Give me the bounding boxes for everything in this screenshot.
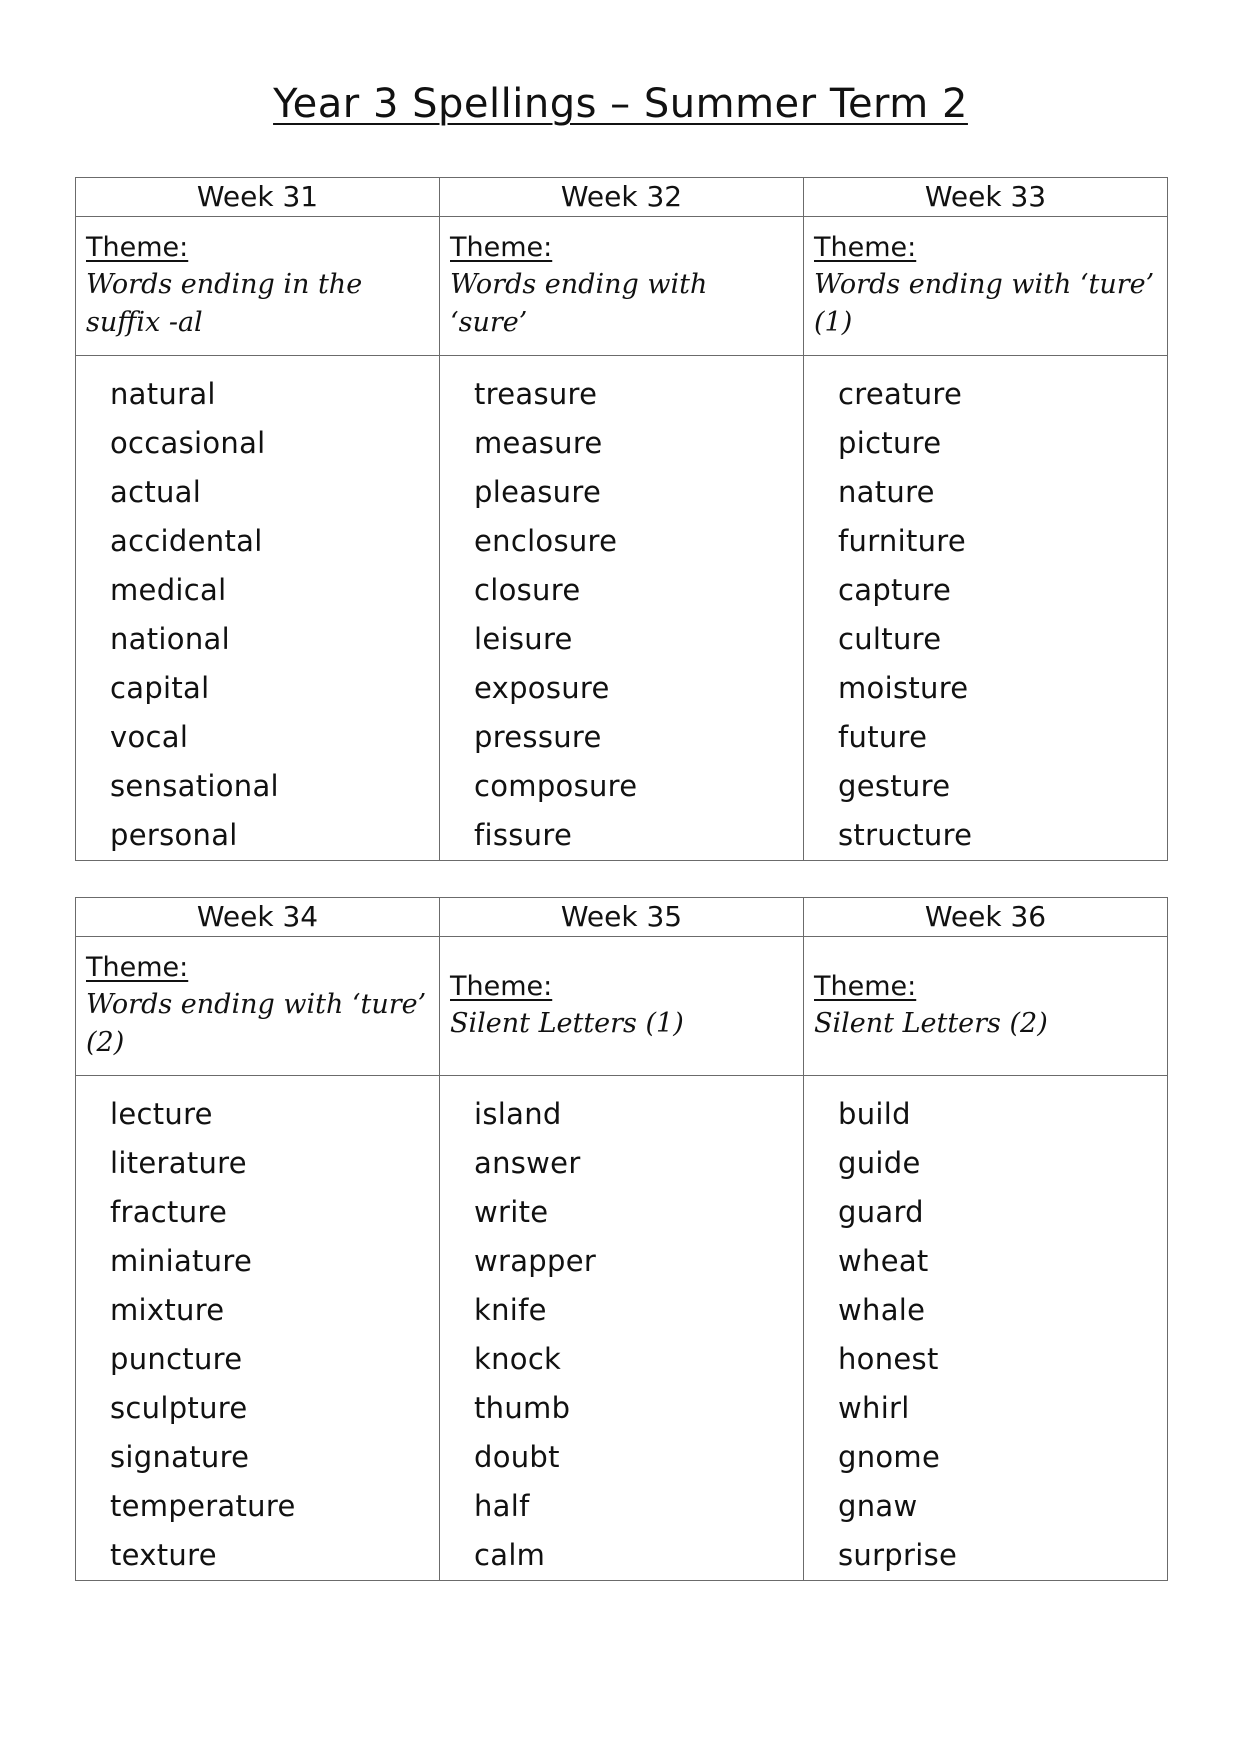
spelling-word: nature — [838, 475, 935, 509]
theme-row — [76, 937, 1168, 1076]
spelling-word: thumb — [474, 1391, 571, 1425]
theme-label: Theme: — [450, 971, 553, 1002]
spelling-word: fracture — [110, 1195, 228, 1229]
week-34-theme — [76, 937, 440, 1076]
spelling-word: furniture — [838, 524, 967, 558]
spelling-word: gnome — [838, 1440, 941, 1474]
week-31-header: Week 31 — [76, 178, 440, 217]
word-list — [804, 1076, 1167, 1580]
spelling-word: whale — [838, 1293, 926, 1327]
spelling-word: accidental — [110, 524, 263, 558]
spelling-word: island — [474, 1097, 562, 1131]
spelling-word: vocal — [110, 720, 189, 754]
spelling-word: capital — [110, 671, 210, 705]
spelling-word: doubt — [474, 1440, 560, 1474]
theme-label: Theme: — [86, 232, 189, 263]
week-34-words — [76, 1076, 440, 1581]
week-32-words — [440, 356, 804, 861]
week-33-theme — [804, 217, 1168, 356]
spelling-word: calm — [474, 1538, 546, 1572]
spelling-word: whirl — [838, 1391, 910, 1425]
spelling-word: gnaw — [838, 1489, 918, 1523]
spelling-word: knock — [474, 1342, 562, 1376]
spelling-word: gesture — [838, 769, 951, 803]
words-row — [76, 1076, 1168, 1581]
word-list — [440, 1076, 803, 1580]
spelling-table-weeks-34-36 — [75, 897, 1168, 1581]
spelling-word: literature — [110, 1146, 247, 1180]
week-33-words — [804, 356, 1168, 861]
week-31-theme — [76, 217, 440, 356]
spelling-word: fissure — [474, 818, 573, 852]
spelling-word: pressure — [474, 720, 602, 754]
word-list — [76, 356, 439, 860]
week-31-words — [76, 356, 440, 861]
week-32-theme — [440, 217, 804, 356]
theme-text: Silent Letters (1) — [450, 1008, 684, 1039]
spelling-word: lecture — [110, 1097, 213, 1131]
spelling-word: pleasure — [474, 475, 602, 509]
spelling-word: moisture — [838, 671, 969, 705]
spelling-word: puncture — [110, 1342, 243, 1376]
spelling-word: sensational — [110, 769, 279, 803]
spelling-word: culture — [838, 622, 942, 656]
week-header-row — [76, 898, 1168, 937]
week-35-header: Week 35 — [440, 898, 804, 937]
spelling-word: write — [474, 1195, 549, 1229]
theme-row — [76, 217, 1168, 356]
week-32-header: Week 32 — [440, 178, 804, 217]
spelling-word: texture — [110, 1538, 217, 1572]
theme-label: Theme: — [814, 971, 917, 1002]
spelling-word: medical — [110, 573, 227, 607]
spelling-word: composure — [474, 769, 638, 803]
theme-label: Theme: — [814, 232, 917, 263]
spelling-word: capture — [838, 573, 952, 607]
week-36-theme — [804, 937, 1168, 1076]
word-list — [440, 356, 803, 860]
theme-label: Theme: — [86, 952, 189, 983]
theme-label: Theme: — [450, 232, 553, 263]
spelling-word: closure — [474, 573, 581, 607]
spelling-word: guard — [838, 1195, 924, 1229]
week-35-words — [440, 1076, 804, 1581]
spelling-table-weeks-31-33 — [75, 177, 1168, 861]
spelling-word: guide — [838, 1146, 921, 1180]
spelling-word: enclosure — [474, 524, 618, 558]
spelling-word: answer — [474, 1146, 581, 1180]
spelling-word: surprise — [838, 1538, 958, 1572]
theme-text: Words ending with ‘ture’ (1) — [814, 269, 1155, 338]
spelling-word: natural — [110, 377, 216, 411]
page-title: Year 3 Spellings – Summer Term 2 — [273, 81, 968, 127]
week-36-words — [804, 1076, 1168, 1581]
week-36-header: Week 36 — [804, 898, 1168, 937]
spelling-word: future — [838, 720, 928, 754]
spelling-word: wheat — [838, 1244, 929, 1278]
spelling-word: knife — [474, 1293, 547, 1327]
theme-text: Words ending with ‘sure’ — [450, 269, 708, 338]
spelling-word: actual — [110, 475, 202, 509]
spelling-word: build — [838, 1097, 911, 1131]
week-header-row — [76, 178, 1168, 217]
spelling-word: exposure — [474, 671, 610, 705]
spelling-word: creature — [838, 377, 963, 411]
spelling-word: temperature — [110, 1489, 296, 1523]
week-35-theme — [440, 937, 804, 1076]
word-list — [76, 1076, 439, 1580]
spelling-word: signature — [110, 1440, 250, 1474]
spelling-word: measure — [474, 426, 603, 460]
spelling-word: sculpture — [110, 1391, 248, 1425]
words-row — [76, 356, 1168, 861]
spelling-word: wrapper — [474, 1244, 597, 1278]
word-list — [804, 356, 1167, 860]
spelling-word: honest — [838, 1342, 939, 1376]
spelling-word: half — [474, 1489, 530, 1523]
spelling-word: national — [110, 622, 230, 656]
week-33-header: Week 33 — [804, 178, 1168, 217]
spelling-word: picture — [838, 426, 942, 460]
spelling-word: leisure — [474, 622, 573, 656]
spelling-word: treasure — [474, 377, 598, 411]
week-34-header: Week 34 — [76, 898, 440, 937]
theme-text: Silent Letters (2) — [814, 1008, 1048, 1039]
spelling-word: structure — [838, 818, 973, 852]
spelling-word: occasional — [110, 426, 266, 460]
spelling-word: mixture — [110, 1293, 225, 1327]
theme-text: Words ending with ‘ture’ (2) — [86, 989, 427, 1058]
spelling-word: personal — [110, 818, 238, 852]
spelling-word: miniature — [110, 1244, 253, 1278]
theme-text: Words ending in the suffix -al — [86, 269, 363, 338]
